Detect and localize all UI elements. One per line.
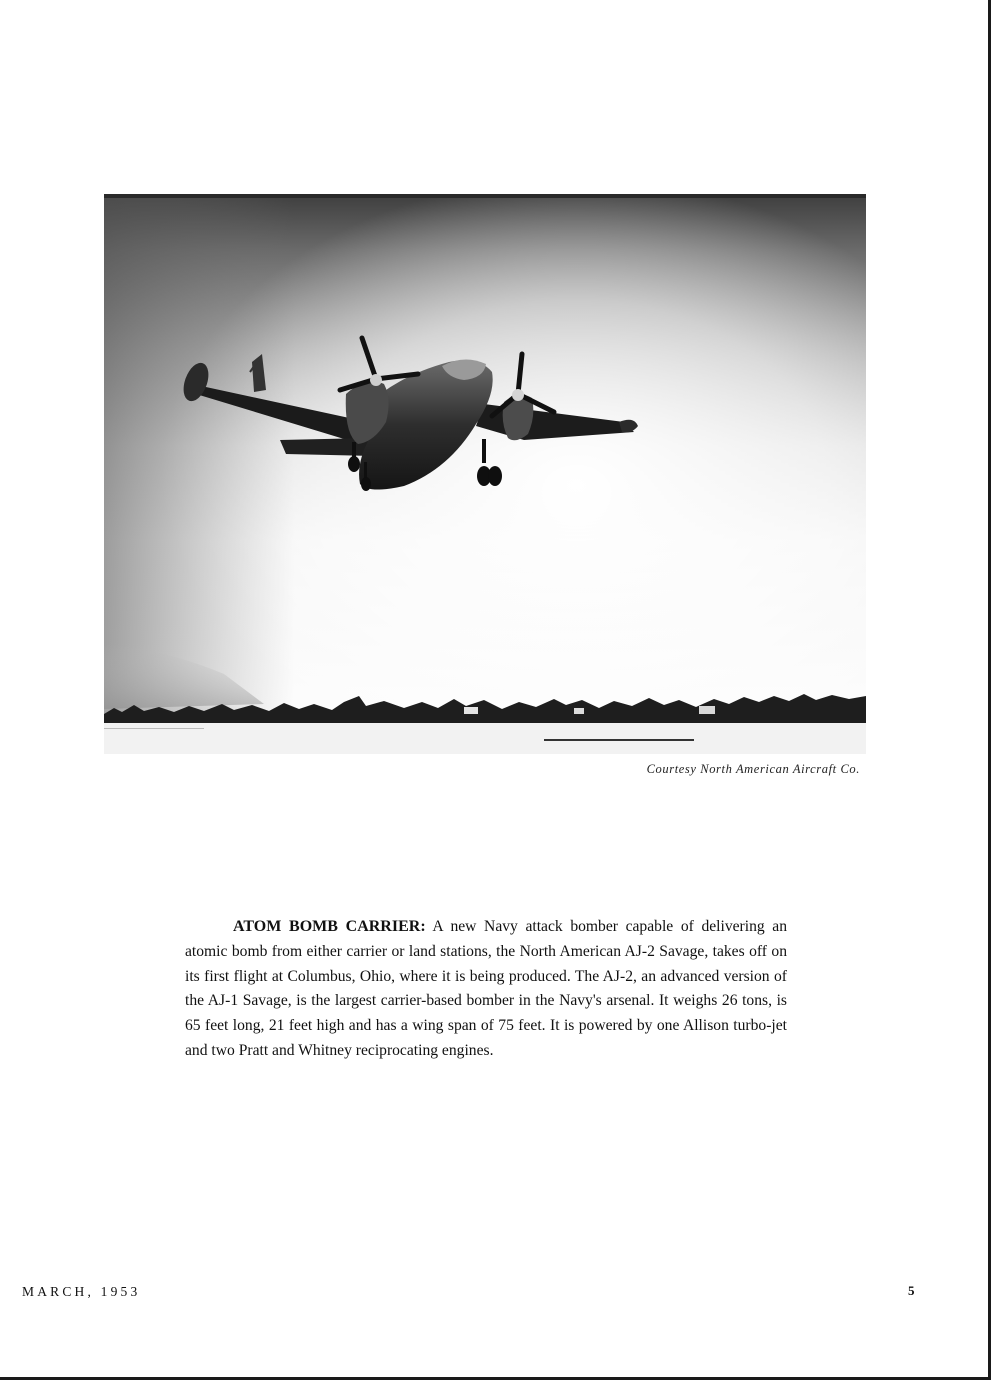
page-number: 5 — [908, 1283, 915, 1298]
issue-date: MARCH, 1953 — [22, 1284, 141, 1299]
caption-heading: ATOM BOMB CARRIER: — [233, 918, 426, 935]
article-caption — [185, 915, 787, 1064]
caption-body: A new Navy attack bomber capable of delivering an atomic bomb from either carrier or land stations, the North American AJ-2 Savage, takes off on its first flight at Columbus, Ohio, where it is being produced. The AJ-2, an advanced version of the AJ-1 Savage, is the largest carrier-based bomber in the Navy's arsenal. It weighs 26 tons, is 65 feet long, 21 feet high and has a wing span of 75 feet. It is powered by one Allison turbo-jet and two Pratt and Whitney reciprocating engines. — [185, 918, 788, 1059]
photo-credit: Courtesy North American Aircraft Co. — [646, 762, 860, 776]
aircraft-photo — [104, 194, 866, 754]
caption-paragraph — [185, 915, 787, 1064]
